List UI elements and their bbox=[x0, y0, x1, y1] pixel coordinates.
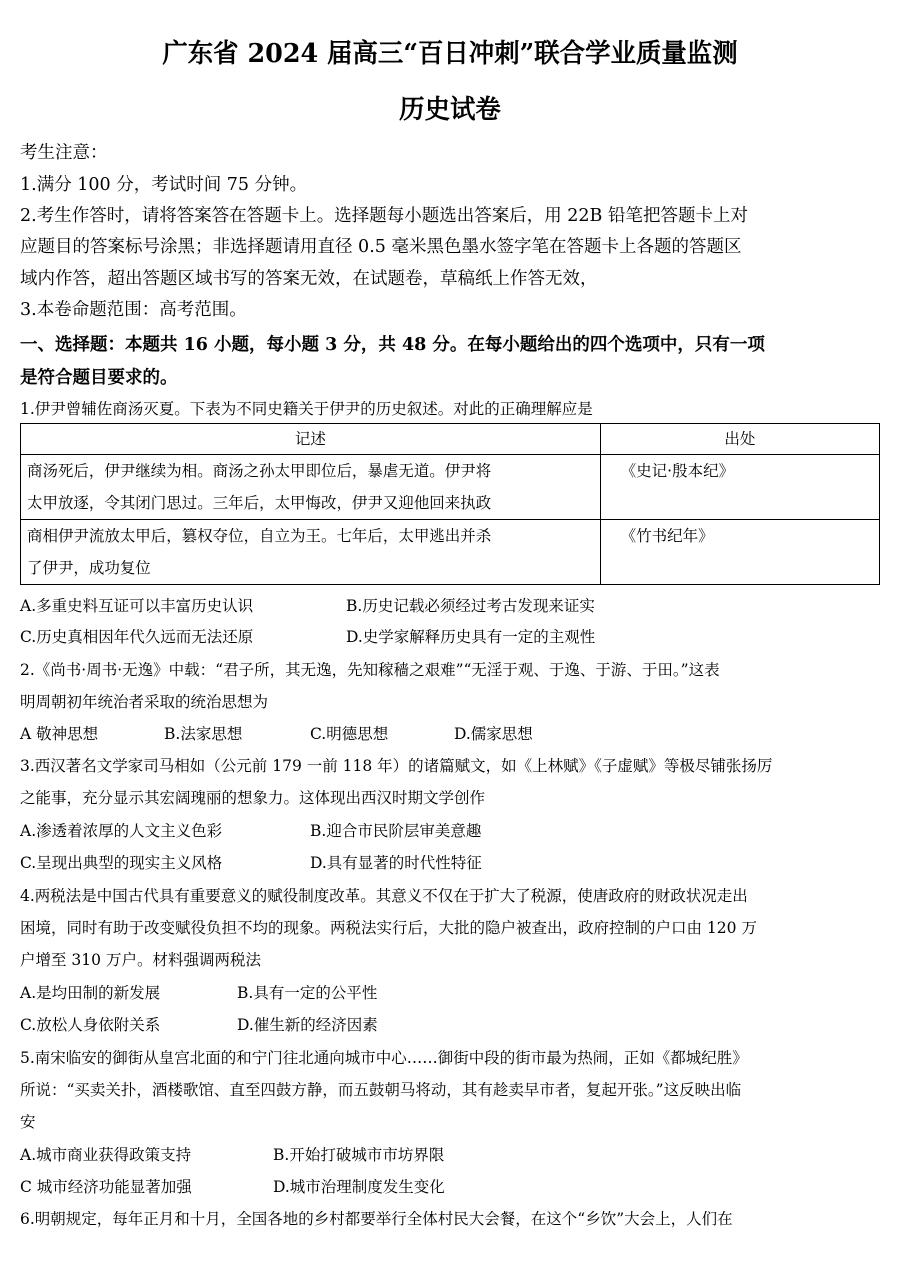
record-text-line: 了伊尹，成功复位 bbox=[27, 559, 151, 577]
notice-item: 应题目的答案标号涂黑；非选择题请用直径 0.5 毫米黑色墨水签字笔在答题卡上各题的答题区 bbox=[20, 237, 742, 257]
table-row bbox=[21, 455, 880, 520]
table-row bbox=[21, 520, 880, 585]
option-d: D.催生新的经济因素 bbox=[237, 1016, 378, 1034]
table-cell-source: 《史记·殷本纪》 bbox=[600, 455, 879, 520]
option-c: C.放松人身依附关系 bbox=[20, 1016, 161, 1034]
option-b: B.具有一定的公平性 bbox=[237, 984, 378, 1002]
notice-item: 3.本卷命题范围：高考范围。 bbox=[20, 300, 247, 320]
option-b: B.开始打破城市市坊界限 bbox=[273, 1146, 445, 1164]
table-cell-record bbox=[21, 455, 601, 520]
question-stem: 4.两税法是中国古代具有重要意义的赋役制度改革。其意义不仅在于扩大了税源，使唐政府的财政状况走出 bbox=[20, 887, 748, 905]
question-stem: 3.西汉著名文学家司马相如（公元前 179 一前 118 年）的诸篇赋文，如《上林赋》《子虚赋》等极尽铺张扬厉 bbox=[20, 757, 773, 775]
question-stem: 户增至 310 万户。材料强调两税法 bbox=[20, 951, 261, 969]
option-c: C.明德思想 bbox=[310, 725, 389, 743]
question-stem: 明周朝初年统治者采取的统治思想为 bbox=[20, 693, 269, 711]
record-text-line: 商相伊尹流放太甲后，篡权夺位，自立为王。七年后，太甲逃出并杀 bbox=[27, 527, 492, 545]
question-stem: 6.明朝规定，每年正月和十月，全国各地的乡村都要举行全体村民大会餐，在这个“乡饮”大会上，人们在 bbox=[20, 1210, 733, 1228]
option-a: A.渗透着浓厚的人文主义色彩 bbox=[20, 822, 223, 840]
section-heading: 一、选择题：本题共 16 小题，每小题 3 分，共 48 分。在每小题给出的四个选项中，只有一项 bbox=[20, 335, 765, 355]
question-stem: 2.《尚书·周书·无逸》中载：“君子所，其无逸，先知稼穑之艰难”“无淫于观、于逸、于游、于田。”这表 bbox=[20, 661, 720, 679]
option-a: A.城市商业获得政策支持 bbox=[20, 1146, 192, 1164]
question-stem: 困境，同时有助于改变赋役负担不均的现象。两税法实行后，大批的隐户被查出，政府控制的户口由 120 万 bbox=[20, 919, 757, 937]
option-d: D.史学家解释历史具有一定的主观性 bbox=[346, 628, 596, 646]
option-d: D.城市治理制度发生变化 bbox=[273, 1178, 445, 1196]
question-stem: 安 bbox=[20, 1113, 36, 1131]
exam-title: 广东省 2024 届高三“百日冲刺”联合学业质量监测 bbox=[162, 39, 738, 69]
question-stem: 1.伊尹曾辅佐商汤灭夏。下表为不同史籍关于伊尹的历史叙述。对此的正确理解应是 bbox=[20, 400, 593, 418]
question-stem: 所说：“买卖关扑，酒楼歌馆、直至四鼓方静，而五鼓朝马将动，其有趁卖早市者，复起开张。”这反映出临 bbox=[20, 1081, 742, 1099]
notice-heading: 考生注意： bbox=[20, 143, 108, 163]
question-stem: 之能事，充分显示其宏阔瑰丽的想象力。这体现出西汉时期文学创作 bbox=[20, 789, 486, 807]
source-table bbox=[20, 423, 880, 585]
table-header-cell: 出处 bbox=[600, 424, 879, 455]
section-heading: 是符合题目要求的。 bbox=[20, 368, 178, 388]
option-c: C 城市经济功能显著加强 bbox=[20, 1178, 192, 1196]
option-b: B.历史记载必须经过考古发现来证实 bbox=[346, 597, 595, 615]
option-c: C.呈现出典型的现实主义风格 bbox=[20, 854, 223, 872]
notice-item: 1.满分 100 分，考试时间 75 分钟。 bbox=[20, 175, 308, 195]
option-d: D.具有显著的时代性特征 bbox=[310, 854, 482, 872]
record-text-line: 太甲放逐，令其闭门思过。三年后，太甲悔改，伊尹又迎他回来执政 bbox=[27, 494, 492, 512]
option-d: D.儒家思想 bbox=[454, 725, 533, 743]
exam-subject: 历史试卷 bbox=[399, 95, 501, 125]
option-b: B.迎合市民阶层审美意趣 bbox=[310, 822, 482, 840]
option-a: A.多重史料互证可以丰富历史认识 bbox=[20, 597, 254, 615]
notice-item: 域内作答，超出答题区域书写的答案无效，在试题卷，草稿纸上作答无效， bbox=[20, 269, 598, 289]
table-cell-record bbox=[21, 520, 601, 585]
option-a: A.是均田制的新发展 bbox=[20, 984, 161, 1002]
table-header-cell: 记述 bbox=[21, 424, 601, 455]
question-stem: 5.南宋临安的御街从皇宫北面的和宁门往北通向城市中心……御街中段的街市最为热闹，正如《都城纪胜》 bbox=[20, 1049, 748, 1067]
record-text-line: 商汤死后，伊尹继续为相。商汤之孙太甲即位后，暴虐无道。伊尹将 bbox=[27, 462, 492, 480]
option-c: C.历史真相因年代久远而无法还原 bbox=[20, 628, 254, 646]
option-a: A 敬神思想 bbox=[20, 725, 99, 743]
table-header-row bbox=[21, 424, 880, 455]
option-b: B.法家思想 bbox=[164, 725, 243, 743]
notice-item: 2.考生作答时，请将答案答在答题卡上。选择题每小题选出答案后，用 22B 铅笔把答题卡上对 bbox=[20, 206, 748, 226]
table-cell-source: 《竹书纪年》 bbox=[600, 520, 879, 585]
